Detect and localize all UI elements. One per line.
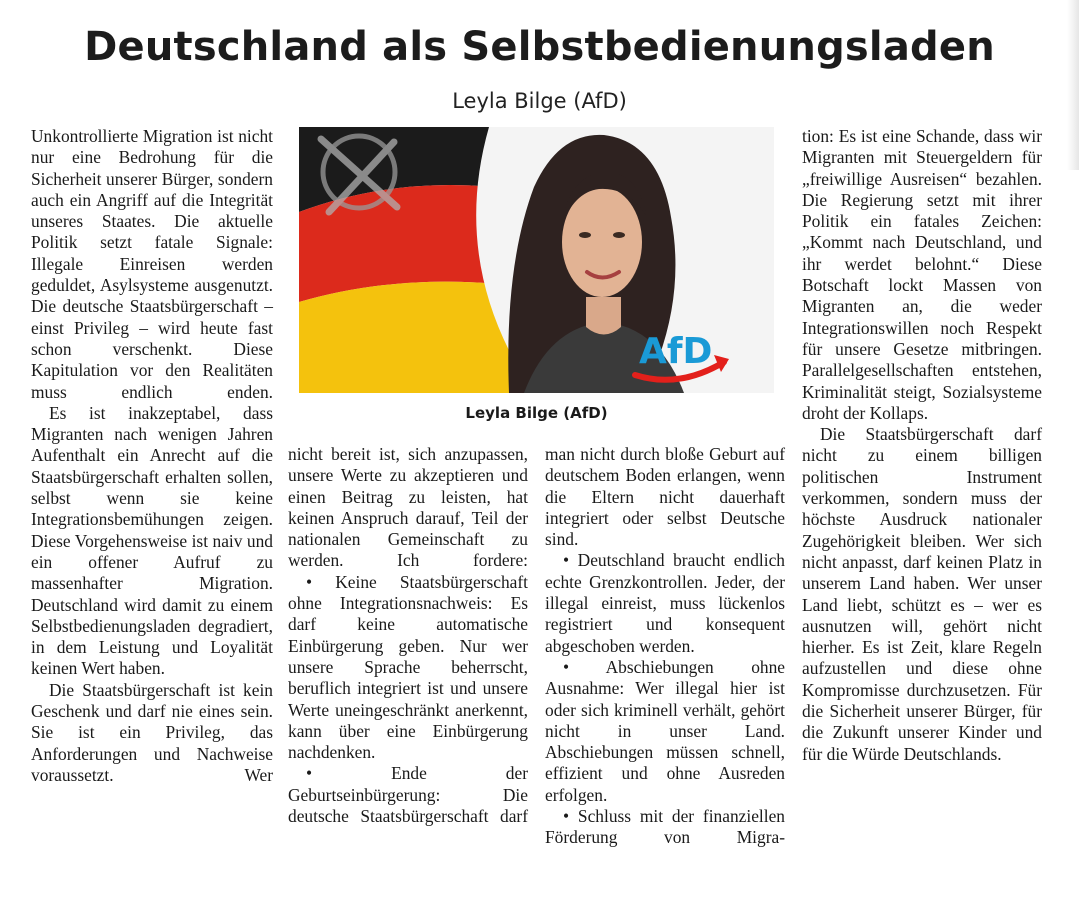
photo-caption: Leyla Bilge (AfD) <box>465 404 608 422</box>
afd-logo-text: AfD <box>639 331 713 372</box>
paragraph: Unkontrollierte Migration ist nicht nur eine Bedrohung für die Sicherheit unserer Bürger, sondern auch ein Angriff auf die Integrität unseres Staates. Die aktuelle Politik setzt fatale Signale: Illegale Einreisen werden geduldet, Asylsysteme ausgenutzt. Die deutsche Staatsbürgerschaft – einst Privileg – wird heute fast schon verschenkt. Diese Kapitulation vor den Realitäten muss endlich enden. <box>31 126 273 402</box>
page-edge-shadow <box>1067 0 1079 170</box>
bullet-item: • Deutschland braucht endlich echte Grenzkontrollen. Jeder, der illegal einreist, muss lückenlos registriert und konsequent abgeschoben werden. <box>545 550 785 656</box>
bullet-item: • Schluss mit der finanziellen Förderung von Migra- <box>545 806 785 848</box>
article-column-1 <box>31 126 273 786</box>
article-column-3 <box>545 444 785 849</box>
paragraph: Die Staatsbürgerschaft ist kein Geschenk und darf nie eines sein. Sie ist ein Privileg, das Anforderungen und Nachweise voraussetzt. Wer <box>31 679 273 785</box>
article-column-4 <box>802 126 1042 765</box>
paragraph: tion: Es ist eine Schande, dass wir Migranten mit Steuergeldern für „freiwillige Ausreisen“ bezahlen. Die Regierung setzt mit ihrer Politik ein fatales Zeichen: „Kommt nach Deutschland, und ihr werdet belohnt.“ Diese Botschaft lockt Massen von Migranten an, die weder Integrationswillen noch Respekt für unsere Gesetze mitbringen. Parallelgesellschaften entstehen, Kriminalität steigt, Sozialsysteme droht der Kollaps. <box>802 126 1042 423</box>
paragraph: Die Staatsbürgerschaft darf nicht zu einem billigen politischen Instrument verkommen, sondern muss der höchste Ausdruck nationaler Zugehörigkeit bleiben. Wer sich nicht anpasst, darf keinen Platz in unserem Land haben. Wer unser Land liebt, schützt es – wer es ausnutzen will, gehört nicht hierher. Es ist Zeit, klare Regeln aufzustellen und diese ohne Kompromisse durchzusetzen. Für die Sicherheit unserer Bürger, für die Zukunft unserer Kinder und für die Würde Deutschlands. <box>802 424 1042 764</box>
article-photo <box>299 127 774 393</box>
paragraph: Es ist inakzeptabel, dass Migranten nach wenigen Jahren Aufenthalt ein Anrecht auf die Staatsbürgerschaft erhalten sollen, selbst wenn sie keine Integrationsbemühungen zeigen. Diese Vorgehensweise ist naiv und ein offener Aufruf zu massenhafter Migration. Deutschland wird damit zu einem Selbstbedienungsladen degradiert, in dem Leistung und Loyalität keinen Wert haben. <box>31 402 273 679</box>
bullet-item: • Ende der Geburtseinbürgerung: Die deutsche Staatsbürgerschaft darf <box>288 763 528 827</box>
bullet-item: • Abschiebungen ohne Ausnahme: Wer illegal hier ist oder sich kriminell verhält, gehört nicht in unser Land. Abschiebungen müssen schnell, effizient und ohne Ausreden erfolgen. <box>545 656 785 805</box>
article-headline: Deutschland als Selbstbedienungsladen <box>84 24 995 70</box>
portrait-photo-illustration <box>299 127 774 393</box>
paragraph: man nicht durch bloße Geburt auf deutschem Boden erlangen, wenn die Eltern nicht dauerhaft integriert oder selbst Deutsche sind. <box>545 444 785 550</box>
article-column-2 <box>288 444 528 827</box>
article-byline: Leyla Bilge (AfD) <box>452 89 627 113</box>
paragraph: nicht bereit ist, sich anzupassen, unsere Werte zu akzeptieren und einen Beitrag zu leisten, hat keinen Anspruch darauf, Teil der nationalen Gemeinschaft zu werden. Ich fordere: <box>288 444 528 571</box>
bullet-item: • Keine Staatsbürgerschaft ohne Integrationsnachweis: Es darf keine automatische Einbürgerung geben. Nur wer unsere Sprache beherrscht, beruflich integriert ist und unsere Werte uneingeschränkt anerkennt, kann über eine Einbürgerung nachdenken. <box>288 571 528 763</box>
